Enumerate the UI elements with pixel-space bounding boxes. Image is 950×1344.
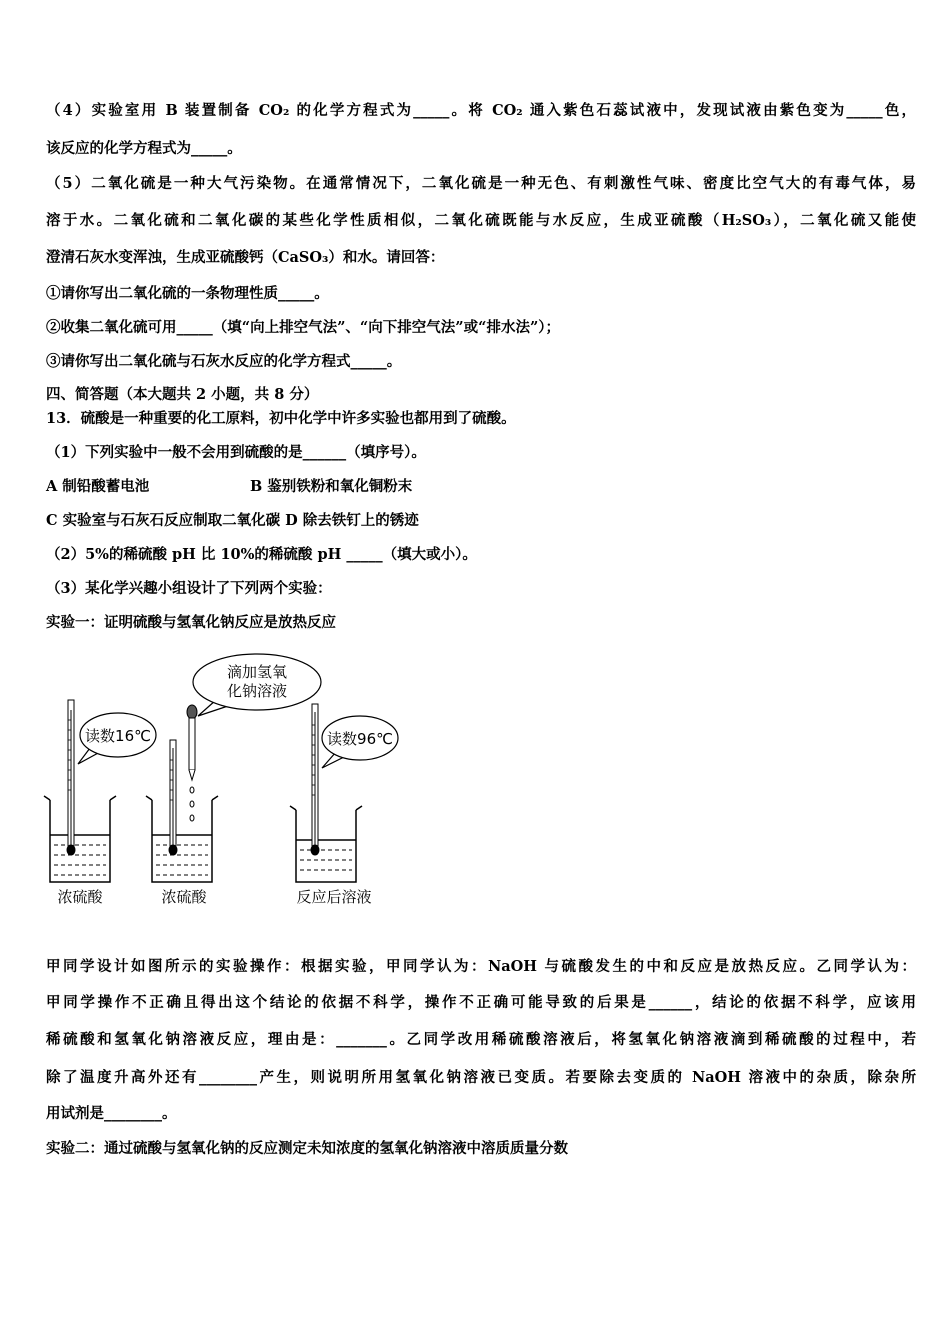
- beaker-3: [290, 806, 362, 882]
- q13-part-3: （3）某化学兴趣小组设计了下列两个实验：: [46, 580, 332, 597]
- q4-line-2: 该反应的化学方程式为_____。: [46, 140, 242, 157]
- section-heading: 四、简答题（本大题共 2 小题，共 8 分）: [46, 386, 319, 403]
- option-b: B 鉴别铁粉和氧化铜粉末: [250, 478, 413, 495]
- q13-stem: 13．硫酸是一种重要的化工原料，初中化学中许多实验也都用到了硫酸。: [46, 410, 516, 427]
- q4-line-1: （4）实验室用 B 装置制备 CO₂ 的化学方程式为_____。将 CO₂ 通入紫色石蕊试液中，发现试液由紫色变为_____色，: [46, 102, 916, 119]
- experiment-figure: [40, 650, 400, 910]
- analysis-line-1: 甲同学设计如图所示的实验操作：根据实验，甲同学认为：NaOH 与硫酸发生的中和反应是放热反应。乙同学认为：: [46, 958, 916, 975]
- analysis-line-2: 甲同学操作不正确且得出这个结论的依据不科学，操作不正确可能导致的后果是______，结论的依据不科学，应该用: [46, 994, 916, 1011]
- reading-96c-text: 读数96℃: [327, 730, 393, 748]
- options-c-d: C 实验室与石灰石反应制取二氧化碳 D 除去铁钉上的锈迹: [46, 512, 419, 529]
- thermometer-3: [311, 704, 319, 855]
- label-conc-acid-1: 浓硫酸: [57, 888, 103, 906]
- dropper: [187, 705, 197, 821]
- q5-line-1: （5）二氧化硫是一种大气污染物。在通常情况下，二氧化硫是一种无色、有刺激性气味、密度比空气大的有毒气体，易: [46, 175, 916, 192]
- option-a: A 制铅酸蓄电池: [46, 478, 150, 495]
- experiment-two-title: 实验二：通过硫酸与氢氧化钠的反应测定未知浓度的氢氧化钠溶液中溶质质量分数: [46, 1140, 568, 1157]
- q5-sub-2: ②收集二氧化硫可用_____（填“向上排空气法”、“向下排空气法”或“排水法”）；: [46, 319, 561, 336]
- label-conc-acid-2: 浓硫酸: [161, 888, 207, 906]
- q5-line-3: 澄清石灰水变浑浊，生成亚硫酸钙（CaSO₃）和水。请回答：: [46, 249, 445, 266]
- q13-part-1: （1）下列实验中一般不会用到硫酸的是______（填序号）。: [46, 444, 426, 461]
- thermometer-2: [169, 740, 177, 855]
- beaker-1: [44, 796, 116, 882]
- thermometer-1: [67, 700, 75, 855]
- analysis-line-5: 用试剂是________。: [46, 1105, 177, 1122]
- q5-sub-3: ③请你写出二氧化硫与石灰水反应的化学方程式_____。: [46, 353, 402, 370]
- analysis-line-4: 除了温度升高外还有________产生，则说明所用氢氧化钠溶液已变质。若要除去变质的 NaOH 溶液中的杂质，除杂所: [46, 1069, 916, 1086]
- q5-sub-1: ①请你写出二氧化硫的一条物理性质_____。: [46, 285, 329, 302]
- experiment-one-title: 实验一：证明硫酸与氢氧化钠反应是放热反应: [46, 614, 336, 631]
- q5-line-2: 溶于水。二氧化硫和二氧化碳的某些化学性质相似，二氧化硫既能与水反应，生成亚硫酸（H₂SO₃），二氧化硫又能使: [46, 212, 916, 229]
- add-naoh-text-2: 化钠溶液: [226, 682, 288, 700]
- label-after-reaction: 反应后溶液: [296, 888, 372, 906]
- q13-part-2: （2）5%的稀硫酸 pH 比 10%的稀硫酸 pH _____（填大或小）。: [46, 546, 477, 563]
- add-naoh-text-1: 滴加氢氧: [226, 663, 288, 681]
- beaker-2: [146, 796, 218, 882]
- reading-16c-text: 读数16℃: [85, 727, 151, 745]
- analysis-line-3: 稀硫酸和氢氧化钠溶液反应，理由是：_______。乙同学改用稀硫酸溶液后，将氢氧化钠溶液滴到稀硫酸的过程中，若: [46, 1031, 916, 1048]
